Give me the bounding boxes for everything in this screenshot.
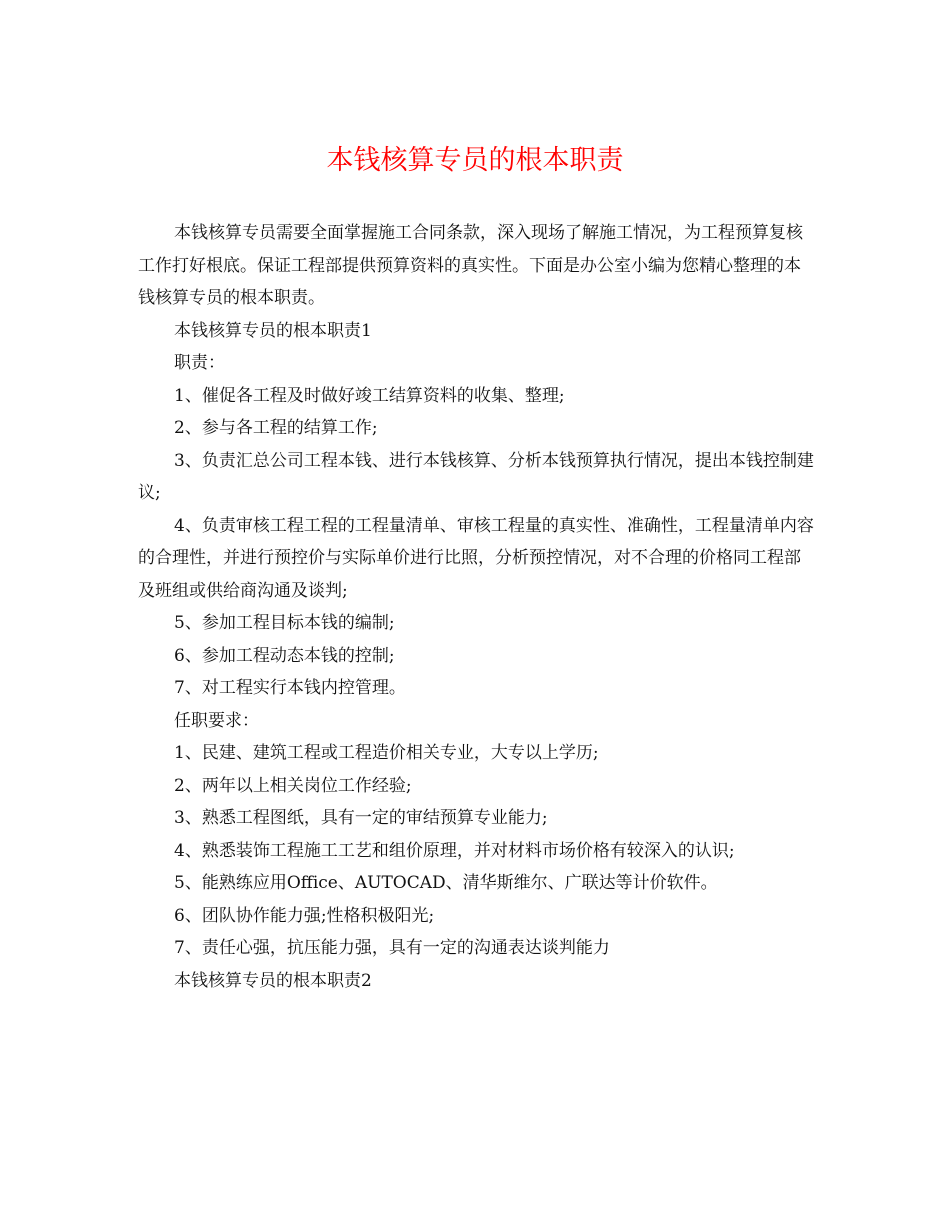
- requirement-item-6: 6、团队协作能力强;性格积极阳光;: [174, 905, 435, 926]
- intro-paragraph: 本钱核算专员需要全面掌握施工合同条款，深入现场了解施工情况，为工程预算复核工作打好根底。保证工程部提供预算资料的真实性。下面是办公室小编为您精心整理的本钱核算专员的根本职责。: [138, 223, 803, 308]
- duty-item-1: 1、催促各工程及时做好竣工结算资料的收集、整理;: [174, 385, 565, 406]
- requirement-item-2: 2、两年以上相关岗位工作经验;: [174, 775, 412, 796]
- requirement-item-4: 4、熟悉装饰工程施工工艺和组价原理，并对材料市场价格有较深入的认识;: [174, 840, 735, 861]
- requirement-item-1: 1、民建、建筑工程或工程造价相关专业，大专以上学历;: [174, 743, 599, 763]
- duties-label: 职责：: [174, 353, 225, 373]
- document-body: [138, 217, 814, 997]
- duty-item-4: 4、负责审核工程工程的工程量清单、审核工程量的真实性、准确性，工程量清单内容的合理性，并进行预控价与实际单价进行比照，分析预控情况，对不合理的价格同工程部及班组或供给商沟通及谈判;: [138, 515, 814, 601]
- duty-item-5: 5、参加工程目标本钱的编制;: [174, 613, 395, 633]
- document-title: 本钱核算专员的根本职责: [326, 145, 624, 176]
- duty-item-6: 6、参加工程动态本钱的控制;: [174, 645, 395, 666]
- requirement-item-7: 7、责任心强，抗压能力强，具有一定的沟通表达谈判能力: [174, 938, 610, 958]
- section-heading-2: 本钱核算专员的根本职责2: [174, 970, 372, 991]
- duty-item-3: 3、负责汇总公司工程本钱、进行本钱核算、分析本钱预算执行情况，提出本钱控制建议;: [138, 450, 814, 503]
- requirement-item-5: 5、能熟练应用Office、AUTOCAD、清华斯维尔、广联达等计价软件。: [174, 873, 718, 893]
- duty-item-2: 2、参与各工程的结算工作;: [174, 418, 378, 438]
- section-heading-1: 本钱核算专员的根本职责1: [174, 320, 372, 341]
- requirements-label: 任职要求：: [174, 710, 259, 731]
- duty-item-7: 7、对工程实行本钱内控管理。: [174, 678, 406, 698]
- requirement-item-3: 3、熟悉工程图纸，具有一定的审结预算专业能力;: [174, 808, 548, 828]
